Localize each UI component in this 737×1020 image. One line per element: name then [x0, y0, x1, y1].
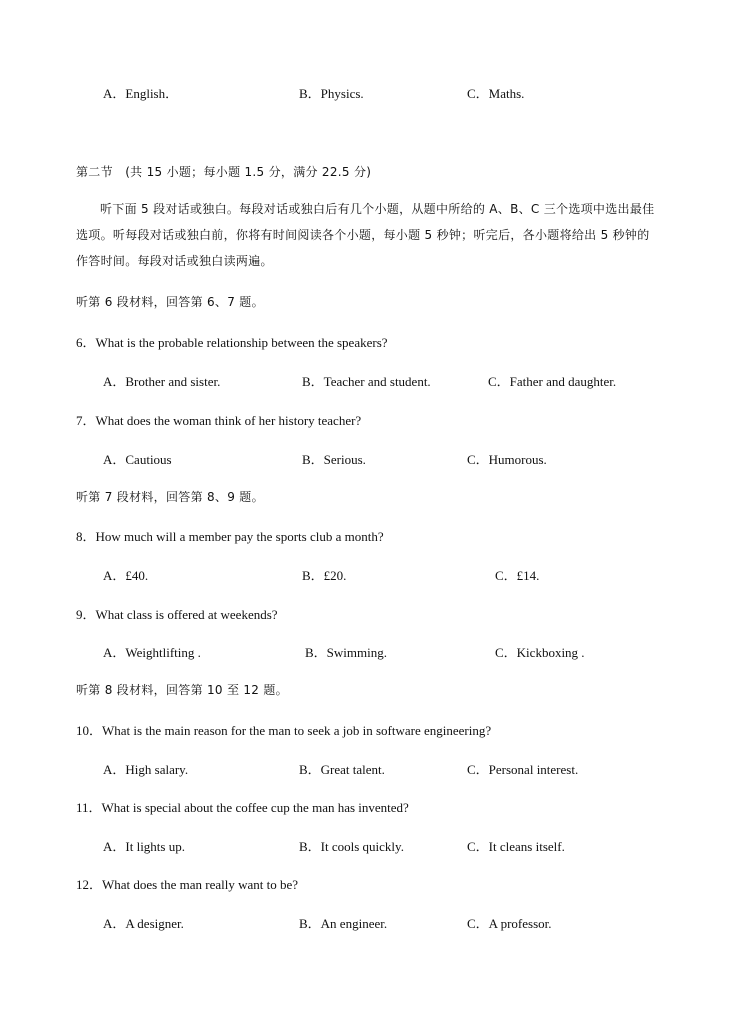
q5-option-b: B．Physics.	[299, 86, 364, 101]
q8-option-a: A．£40.	[103, 568, 149, 583]
q7-option-c: C．Humorous.	[467, 452, 547, 467]
question-6: 6．What is the probable relationship between the speakers?	[76, 335, 388, 350]
q12-option-b: B．An engineer.	[299, 916, 388, 931]
q6-option-c: C．Father and daughter.	[488, 374, 617, 389]
q9-option-c: C．Kickboxing .	[495, 645, 585, 660]
group-intro-3: 听第 8 段材料，回答第 10 至 12 题。	[76, 683, 288, 697]
question-11: 11．What is special about the coffee cup the man has invented?	[76, 800, 409, 815]
q6-option-a: A．Brother and sister.	[103, 374, 221, 389]
q5-option-c: C．Maths.	[467, 86, 525, 101]
q11-option-b: B．It cools quickly.	[299, 839, 404, 854]
question-9: 9．What class is offered at weekends?	[76, 607, 278, 622]
q12-option-a: A．A designer.	[103, 916, 184, 931]
question-10: 10．What is the main reason for the man to seek a job in software engineering?	[76, 723, 492, 738]
question-12: 12．What does the man really want to be?	[76, 877, 299, 892]
q10-option-c: C．Personal interest.	[467, 762, 579, 777]
q8-option-c: C．£14.	[495, 568, 540, 583]
q10-option-a: A．High salary.	[103, 762, 189, 777]
q11-option-c: C．It cleans itself.	[467, 839, 565, 854]
q9-option-b: B．Swimming.	[305, 645, 387, 660]
q7-option-b: B．Serious.	[302, 452, 366, 467]
group-intro-2: 听第 7 段材料，回答第 8、9 题。	[76, 490, 264, 504]
q11-option-a: A．It lights up.	[103, 839, 185, 854]
question-8: 8．How much will a member pay the sports club a month?	[76, 529, 384, 544]
question-7: 7．What does the woman think of her history teacher?	[76, 413, 362, 428]
q6-option-b: B．Teacher and student.	[302, 374, 431, 389]
q7-option-a: A．Cautious	[103, 452, 172, 467]
q5-option-a: A．English．	[103, 86, 179, 101]
q8-option-b: B．£20.	[302, 568, 347, 583]
instructions-paragraph: 听下面 5 段对话或独白。每段对话或独白后有几个小题，从题中所给的 A、B、C 三个选项中选出最佳选项。听每段对话或独白前，你将有时间阅读各个小题，每小题 5 秒钟；听完后，各小题将给出 5 秒钟的作答时间。每段对话或独白读两遍。	[76, 202, 655, 268]
q10-option-b: B．Great talent.	[299, 762, 385, 777]
section-heading: 第二节 (共 15 小题；每小题 1.5 分，满分 22.5 分)	[76, 165, 372, 179]
q12-option-c: C．A professor.	[467, 916, 552, 931]
q9-option-a: A．Weightlifting .	[103, 645, 201, 660]
group-intro-1: 听第 6 段材料，回答第 6、7 题。	[76, 295, 264, 309]
